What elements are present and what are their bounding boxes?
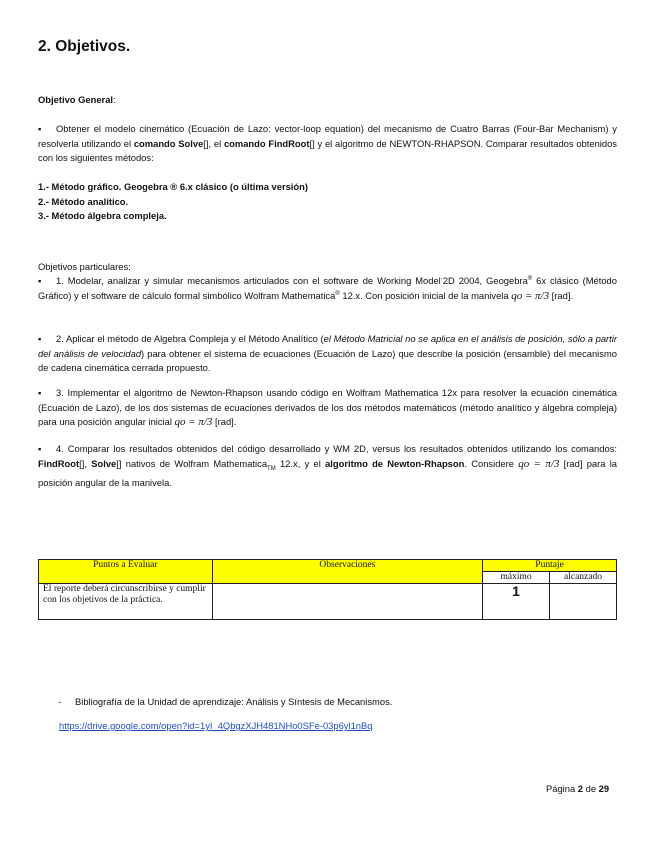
bullet-icon: ▪ <box>38 123 42 134</box>
objective-4: ▪ 4. Comparar los resultados obtenidos del código desarrollado y WM 2D, versus los resultados obtenidos utilizando los comandos: FindRoot[], Solve[] nativos de Wolfram Mathematica$_{TM}$ 12.x, y el algoritmo de Newton-Rhapson. Considere qo = π/3 [rad] para la posición angular de la manivela. <box>38 443 618 488</box>
header-maximo: máximo <box>483 572 550 584</box>
cell-achieved-score <box>550 584 617 620</box>
cell-max-score: 1 <box>483 584 550 620</box>
method-item: 2.- Método analítico. <box>38 195 129 207</box>
objective-2: ▪ 2. Aplicar el método de Algebra Compleja y el Método Analítico (el Método Matricial no se aplica en el análisis de posición, sólo a partir del análisis de velocidad) para obtener el sistema de ecuaciones (Ecuación de Lazo) que describe la posición (ensamble) del mecanismo de cadena cinemática cerrada propuesto. <box>38 333 617 373</box>
method-item: 1.- Método gráfico. Geogebra ® 6.x clásico (o última versión) <box>38 181 308 192</box>
general-objective-heading: Objetivo General: <box>38 94 116 105</box>
objective-1: ▪ 1. Modelar, analizar y simular mecanismos articulados con el software de Working Model·2D 2004, Geogebra® 6x clásico (Método Gráfico) y el software de cálculo formal simbólico Wolfram Mathematica® 12.x. Con posición inicial de la manivela qo = π/3 [rad]. <box>38 275 617 302</box>
header-puntaje: Puntaje <box>483 560 617 572</box>
bullet-icon: ▪ <box>38 443 42 454</box>
cell-criterion: El reporte deberá circunscribirse y cumplir con los objetivos de la práctica. <box>39 584 213 620</box>
header-puntos: Puntos a Evaluar <box>39 560 213 584</box>
particular-objectives-heading: Objetivos particulares: <box>38 261 131 272</box>
evaluation-table <box>38 559 617 620</box>
bullet-icon: ▪ <box>38 387 42 398</box>
section-title: 2. Objetivos. <box>38 38 131 55</box>
cell-observations <box>212 584 482 620</box>
bibliography-link[interactable]: https://drive.google.com/open?id=1yI_4QbgzXJH481NHo0SFe-03p6yl1nBq <box>59 720 373 731</box>
method-item: 3.- Método álgebra compleja. <box>38 210 167 221</box>
dash: - <box>58 696 62 707</box>
bullet-icon: ▪ <box>38 275 42 286</box>
methods-list <box>38 180 617 224</box>
bullet-icon: ▪ <box>38 333 42 344</box>
objective-3: ▪ 3. Implementar el algoritmo de Newton-Rhapson usando código en Wolfram Mathematica 12x para resolver la ecuación cinemática (Ecuación de Lazo), de los dos sistemas de ecuaciones derivados de los dos métodos matemáticos (método analítico y álgebra compleja) para una posición angular inicial qo = π/3 [rad]. <box>38 387 617 428</box>
header-observaciones: Observaciones <box>212 560 482 584</box>
bibliography-item: - Bibliografía de la Unidad de aprendizaje: Análisis y Síntesis de Mecanismos. <box>58 695 392 710</box>
header-alcanzado: alcanzado <box>550 572 617 584</box>
page-footer: Página 2 de 29 <box>546 783 610 794</box>
general-objective-text: ▪ Obtener el modelo cinemático (Ecuación de Lazo: vector-loop equation) del mecanismo de Cuatro Barras (Four-Bar Mechanism) y resolverla utilizando el comando Solve[], el comando FindRoot[] y el algoritmo de NEWTON-RHAPSON. Comparar resultados obtenidos con los siguientes métodos: <box>38 123 617 163</box>
